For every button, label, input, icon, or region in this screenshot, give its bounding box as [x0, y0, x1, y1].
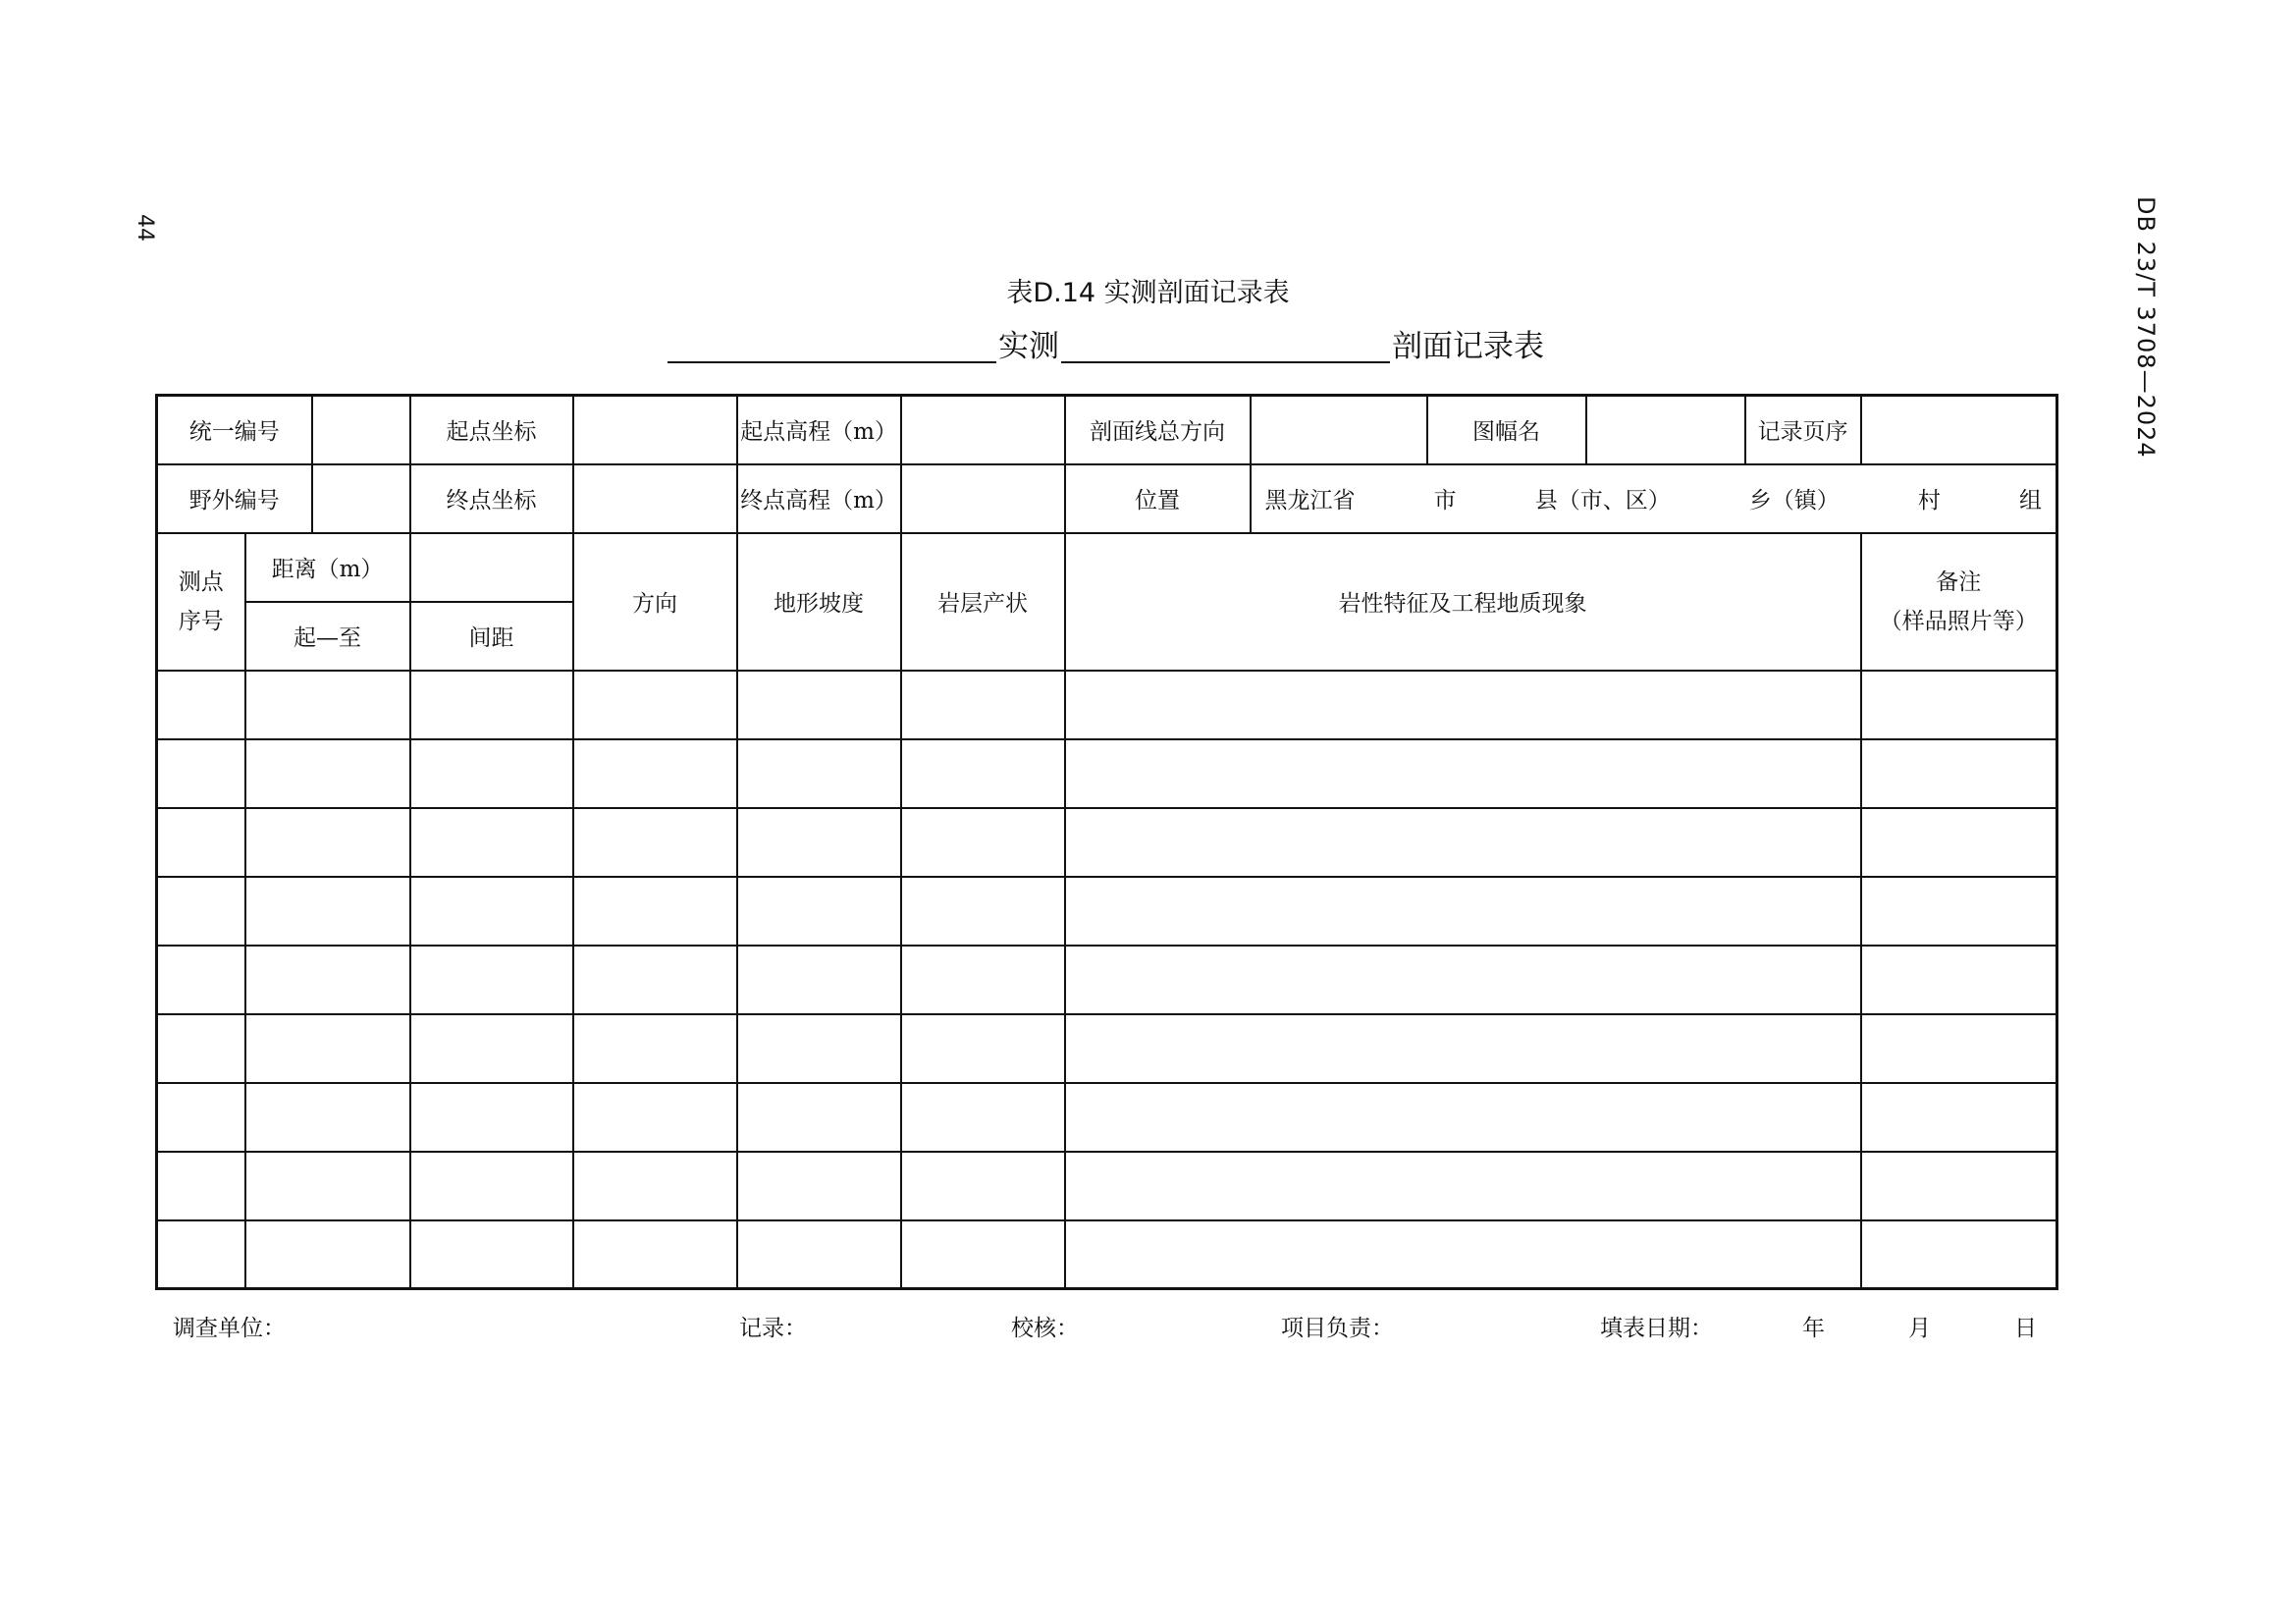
cell-remarks[interactable]	[1861, 946, 2057, 1014]
cell-attitude[interactable]	[901, 1220, 1065, 1289]
value-start-coord[interactable]	[573, 396, 737, 464]
col-distance-blank	[410, 533, 573, 602]
table-row	[157, 1220, 2057, 1289]
table-row	[157, 739, 2057, 808]
cell-direction[interactable]	[573, 1220, 737, 1289]
cell-remarks[interactable]	[1861, 1152, 2057, 1220]
footer-checker: 校核：	[1011, 1316, 1079, 1341]
label-end-elev: 终点高程（m）	[737, 464, 901, 533]
value-unified-no[interactable]	[312, 396, 410, 464]
cell-spacing[interactable]	[410, 671, 573, 739]
footer-year: 年	[1802, 1316, 1825, 1341]
col-point-no	[157, 533, 245, 671]
location-city: 市	[1433, 488, 1457, 514]
cell-slope[interactable]	[737, 1014, 901, 1083]
cell-point-no[interactable]	[157, 1083, 245, 1152]
location-province: 黑龙江省	[1264, 488, 1356, 514]
cell-remarks[interactable]	[1861, 877, 2057, 946]
col-point-no-line1: 测点	[178, 568, 224, 595]
value-end-coord[interactable]	[573, 464, 737, 533]
cell-from-to[interactable]	[245, 808, 410, 877]
value-map-name[interactable]	[1586, 396, 1745, 464]
cell-spacing[interactable]	[410, 946, 573, 1014]
value-location[interactable]	[1251, 464, 2057, 533]
cell-attitude[interactable]	[901, 1083, 1065, 1152]
cell-lithology[interactable]	[1065, 1083, 1861, 1152]
cell-slope[interactable]	[737, 1152, 901, 1220]
page-number: 44	[133, 214, 157, 242]
cell-spacing[interactable]	[410, 1083, 573, 1152]
cell-attitude[interactable]	[901, 739, 1065, 808]
cell-direction[interactable]	[573, 1014, 737, 1083]
table-title	[667, 328, 1546, 363]
cell-remarks[interactable]	[1861, 808, 2057, 877]
cell-spacing[interactable]	[410, 739, 573, 808]
table-row	[157, 1152, 2057, 1220]
cell-direction[interactable]	[573, 1152, 737, 1220]
cell-point-no[interactable]	[157, 1152, 245, 1220]
location-village: 村	[1917, 488, 1941, 514]
col-from-to: 起—至	[245, 602, 410, 671]
table-row	[157, 1083, 2057, 1152]
cell-direction[interactable]	[573, 808, 737, 877]
cell-from-to[interactable]	[245, 877, 410, 946]
cell-point-no[interactable]	[157, 1014, 245, 1083]
cell-slope[interactable]	[737, 946, 901, 1014]
cell-lithology[interactable]	[1065, 808, 1861, 877]
cell-point-no[interactable]	[157, 671, 245, 739]
table-row	[157, 877, 2057, 946]
col-spacing: 间距	[410, 602, 573, 671]
cell-lithology[interactable]	[1065, 671, 1861, 739]
label-field-no: 野外编号	[157, 464, 312, 533]
cell-direction[interactable]	[573, 877, 737, 946]
footer-month: 月	[1908, 1316, 1931, 1341]
cell-lithology[interactable]	[1065, 739, 1861, 808]
cell-direction[interactable]	[573, 1083, 737, 1152]
cell-from-to[interactable]	[245, 946, 410, 1014]
cell-attitude[interactable]	[901, 671, 1065, 739]
cell-slope[interactable]	[737, 808, 901, 877]
footer-unit: 调查单位：	[173, 1316, 286, 1341]
profile-record-table	[155, 394, 2058, 1290]
cell-from-to[interactable]	[245, 1083, 410, 1152]
cell-attitude[interactable]	[901, 1152, 1065, 1220]
cell-from-to[interactable]	[245, 1152, 410, 1220]
label-start-elev: 起点高程（m）	[737, 396, 901, 464]
cell-from-to[interactable]	[245, 671, 410, 739]
col-slope: 地形坡度	[737, 533, 901, 671]
cell-remarks[interactable]	[1861, 1220, 2057, 1289]
value-end-elev[interactable]	[901, 464, 1065, 533]
footer-day: 日	[2014, 1316, 2037, 1341]
header-row-2	[157, 464, 2057, 533]
cell-direction[interactable]	[573, 671, 737, 739]
footer-recorder: 记录：	[739, 1316, 807, 1341]
cell-slope[interactable]	[737, 877, 901, 946]
title-part2: 剖面记录表	[1392, 329, 1544, 364]
table-row	[157, 808, 2057, 877]
cell-remarks[interactable]	[1861, 671, 2057, 739]
profile-name-blank[interactable]	[1061, 328, 1390, 363]
col-remarks-line1: 备注	[1936, 568, 1982, 595]
cell-slope[interactable]	[737, 1220, 901, 1289]
col-distance: 距离（m）	[245, 533, 410, 602]
label-map-name: 图幅名	[1427, 396, 1586, 464]
cell-attitude[interactable]	[901, 946, 1065, 1014]
col-remarks-line2: （样品照片等）	[1879, 608, 2038, 634]
cell-point-no[interactable]	[157, 739, 245, 808]
cell-direction[interactable]	[573, 739, 737, 808]
table-row	[157, 1014, 2057, 1083]
cell-direction[interactable]	[573, 946, 737, 1014]
col-remarks	[1861, 533, 2057, 671]
title-part1: 实测	[998, 329, 1059, 364]
location-group: 组	[2018, 488, 2042, 514]
location-county: 县（市、区）	[1534, 488, 1671, 514]
cell-attitude[interactable]	[901, 808, 1065, 877]
location-township: 乡（镇）	[1748, 488, 1840, 514]
table-caption: 表D.14 实测剖面记录表	[1006, 278, 1290, 308]
cell-spacing[interactable]	[410, 1014, 573, 1083]
table-row	[157, 946, 2057, 1014]
cell-slope[interactable]	[737, 1083, 901, 1152]
cell-point-no[interactable]	[157, 946, 245, 1014]
cell-from-to[interactable]	[245, 1014, 410, 1083]
cell-lithology[interactable]	[1065, 1152, 1861, 1220]
value-field-no[interactable]	[312, 464, 410, 533]
cell-attitude[interactable]	[901, 877, 1065, 946]
label-profile-direction: 剖面线总方向	[1065, 396, 1251, 464]
header-row-1	[157, 396, 2057, 464]
value-start-elev[interactable]	[901, 396, 1065, 464]
cell-slope[interactable]	[737, 739, 901, 808]
cell-remarks[interactable]	[1861, 1014, 2057, 1083]
cell-slope[interactable]	[737, 671, 901, 739]
label-end-coord: 终点坐标	[410, 464, 573, 533]
standard-code: DB 23/T 3708—2024	[2132, 196, 2160, 459]
cell-point-no[interactable]	[157, 808, 245, 877]
label-page-order: 记录页序	[1745, 396, 1861, 464]
cell-lithology[interactable]	[1065, 1220, 1861, 1289]
label-start-coord: 起点坐标	[410, 396, 573, 464]
value-page-order[interactable]	[1861, 396, 2057, 464]
cell-lithology[interactable]	[1065, 1014, 1861, 1083]
col-lithology: 岩性特征及工程地质现象	[1065, 533, 1861, 671]
cell-remarks[interactable]	[1861, 1083, 2057, 1152]
data-rows	[157, 671, 2057, 1289]
col-point-no-line2: 序号	[178, 608, 224, 634]
cell-point-no[interactable]	[157, 1220, 245, 1289]
cell-lithology[interactable]	[1065, 946, 1861, 1014]
cell-spacing[interactable]	[410, 1152, 573, 1220]
column-header-row-1	[157, 533, 2057, 602]
footer-date: 填表日期：	[1600, 1316, 1713, 1341]
cell-lithology[interactable]	[1065, 877, 1861, 946]
label-location: 位置	[1065, 464, 1251, 533]
footer-manager: 项目负责：	[1281, 1316, 1394, 1341]
cell-spacing[interactable]	[410, 808, 573, 877]
cell-remarks[interactable]	[1861, 739, 2057, 808]
col-direction: 方向	[573, 533, 737, 671]
cell-spacing[interactable]	[410, 1220, 573, 1289]
cell-point-no[interactable]	[157, 877, 245, 946]
label-unified-no: 统一编号	[157, 396, 312, 464]
value-profile-direction[interactable]	[1251, 396, 1427, 464]
survey-name-blank[interactable]	[667, 328, 996, 363]
col-attitude: 岩层产状	[901, 533, 1065, 671]
table-row	[157, 671, 2057, 739]
cell-attitude[interactable]	[901, 1014, 1065, 1083]
cell-from-to[interactable]	[245, 1220, 410, 1289]
cell-spacing[interactable]	[410, 877, 573, 946]
cell-from-to[interactable]	[245, 739, 410, 808]
